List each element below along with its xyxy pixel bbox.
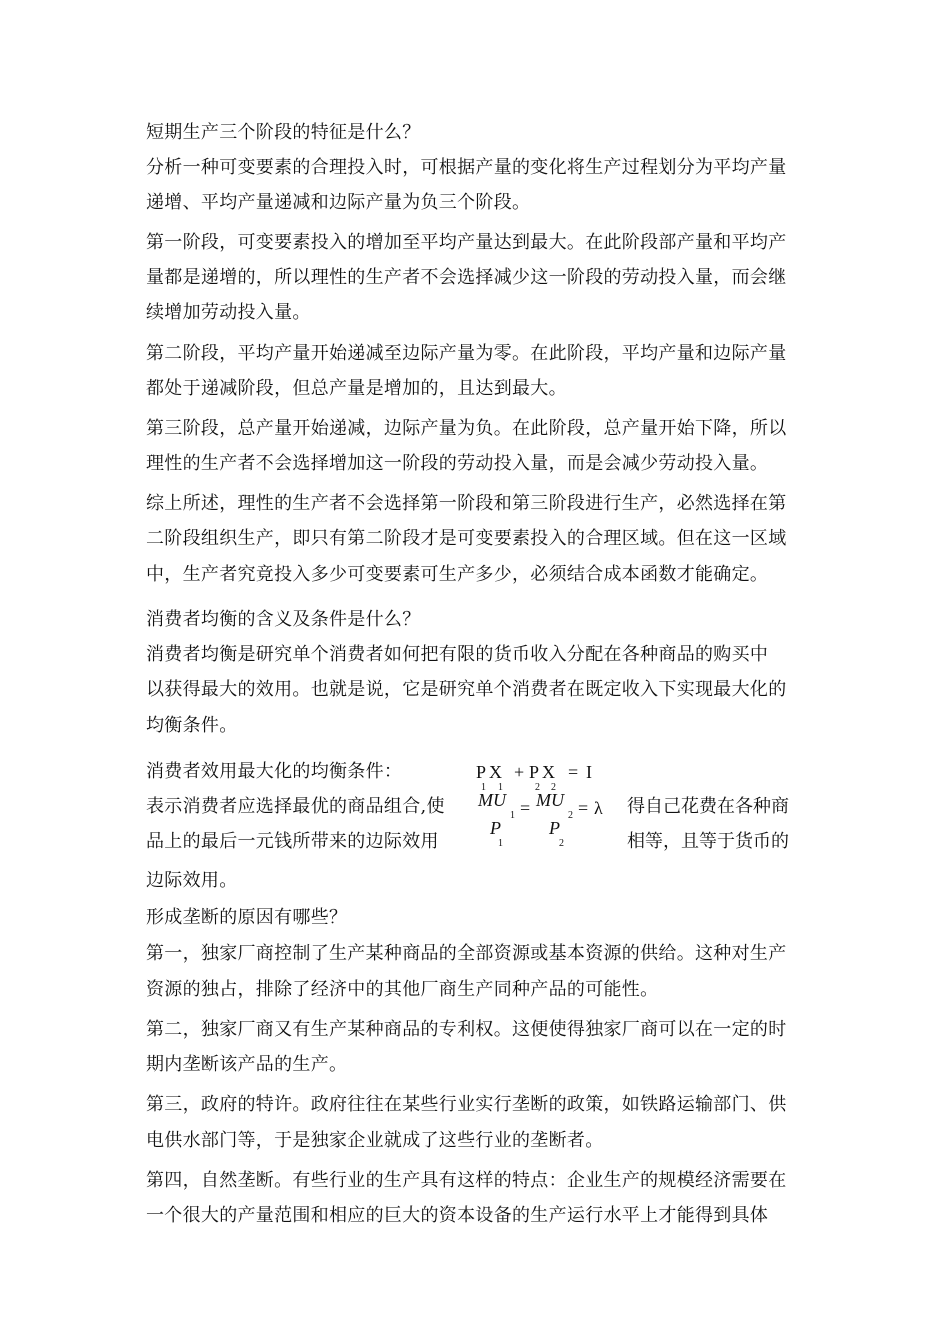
text-line: 边际效用。 <box>146 870 238 891</box>
text-line: 二阶段组织生产，即只有第二阶段才是可变要素投入的合理区域。但在这一区域 <box>146 528 787 549</box>
text-line: 第三阶段，总产量开始递减，边际产量为负。在此阶段，总产量开始下降，所以 <box>146 418 787 439</box>
text-line: 消费者效用最大化的均衡条件： <box>146 761 403 782</box>
text-line: 资源的独占，排除了经济中的其他厂商生产同种产品的可能性。 <box>146 979 659 1000</box>
text-line: 第二阶段，平均产量开始递减至边际产量为零。在此阶段，平均产量和边际产量 <box>146 343 787 364</box>
text-line: 消费者均衡是研究单个消费者如何把有限的货币收入分配在各种商品的购买中 <box>146 644 769 665</box>
text-line: 分析一种可变要素的合理投入时，可根据产量的变化将生产过程划分为平均产量 <box>146 157 787 178</box>
heading-monopoly-causes: 形成垄断的原因有哪些？ <box>146 907 348 928</box>
text-line: 量都是递增的，所以理性的生产者不会选择减少这一阶段的劳动投入量，而会继 <box>146 267 787 288</box>
text-line: 都处于递减阶段，但总产量是增加的，且达到最大。 <box>146 378 567 399</box>
text-line: 第一，独家厂商控制了生产某种商品的全部资源或基本资源的供给。这种对生产 <box>146 943 787 964</box>
heading-production-stages: 短期生产三个阶段的特征是什么？ <box>146 122 421 143</box>
text-line: 第三，政府的特许。政府往往在某些行业实行垄断的政策，如铁路运输部门、供 <box>146 1094 787 1115</box>
budget-equation: P X 1 1 + P X 2 2 = I <box>476 762 592 793</box>
text-line: 电供水部门等，于是独家企业就成了这些行业的垄断者。 <box>146 1130 604 1151</box>
text-line-right: 得自己花费在各种商 <box>627 796 789 817</box>
text-line: 品上的最后一元钱所带来的边际效用 <box>146 831 439 852</box>
text-line: 以获得最大的效用。也就是说，它是研究单个消费者在既定收入下实现最大化的 <box>146 679 787 700</box>
text-line: 递增、平均产量递减和边际产量为负三个阶段。 <box>146 192 531 213</box>
text-line: 理性的生产者不会选择增加这一阶段的劳动投入量，而是会减少劳动投入量。 <box>146 453 769 474</box>
text-line: 期内垄断该产品的生产。 <box>146 1054 348 1075</box>
text-line: 第四，自然垄断。有些行业的生产具有这样的特点：企业生产的规模经济需要在 <box>146 1170 787 1191</box>
text-line-right: 相等，且等于货币的 <box>627 831 789 852</box>
text-line: 一个很大的产量范围和相应的巨大的资本设备的生产运行水平上才能得到具体 <box>146 1205 769 1226</box>
text-line: 综上所述，理性的生产者不会选择第一阶段和第三阶段进行生产，必然选择在第 <box>146 493 787 514</box>
equilibrium-condition: MU 1 P 1 = MU 2 P 2 = λ <box>478 790 603 849</box>
text-line: 第二，独家厂商又有生产某种商品的专利权。这便使得独家厂商可以在一定的时 <box>146 1019 787 1040</box>
text-line: 第一阶段，可变要素投入的增加至平均产量达到最大。在此阶段部产量和平均产 <box>146 232 787 253</box>
text-line: 均衡条件。 <box>146 715 238 736</box>
text-line: 续增加劳动投入量。 <box>146 302 311 323</box>
heading-consumer-equilibrium: 消费者均衡的含义及条件是什么？ <box>146 609 421 630</box>
text-line: 表示消费者应选择最优的商品组合,使 <box>146 796 445 817</box>
text-line: 中，生产者究竟投入多少可变要素可生产多少，必须结合成本函数才能确定。 <box>146 564 769 585</box>
